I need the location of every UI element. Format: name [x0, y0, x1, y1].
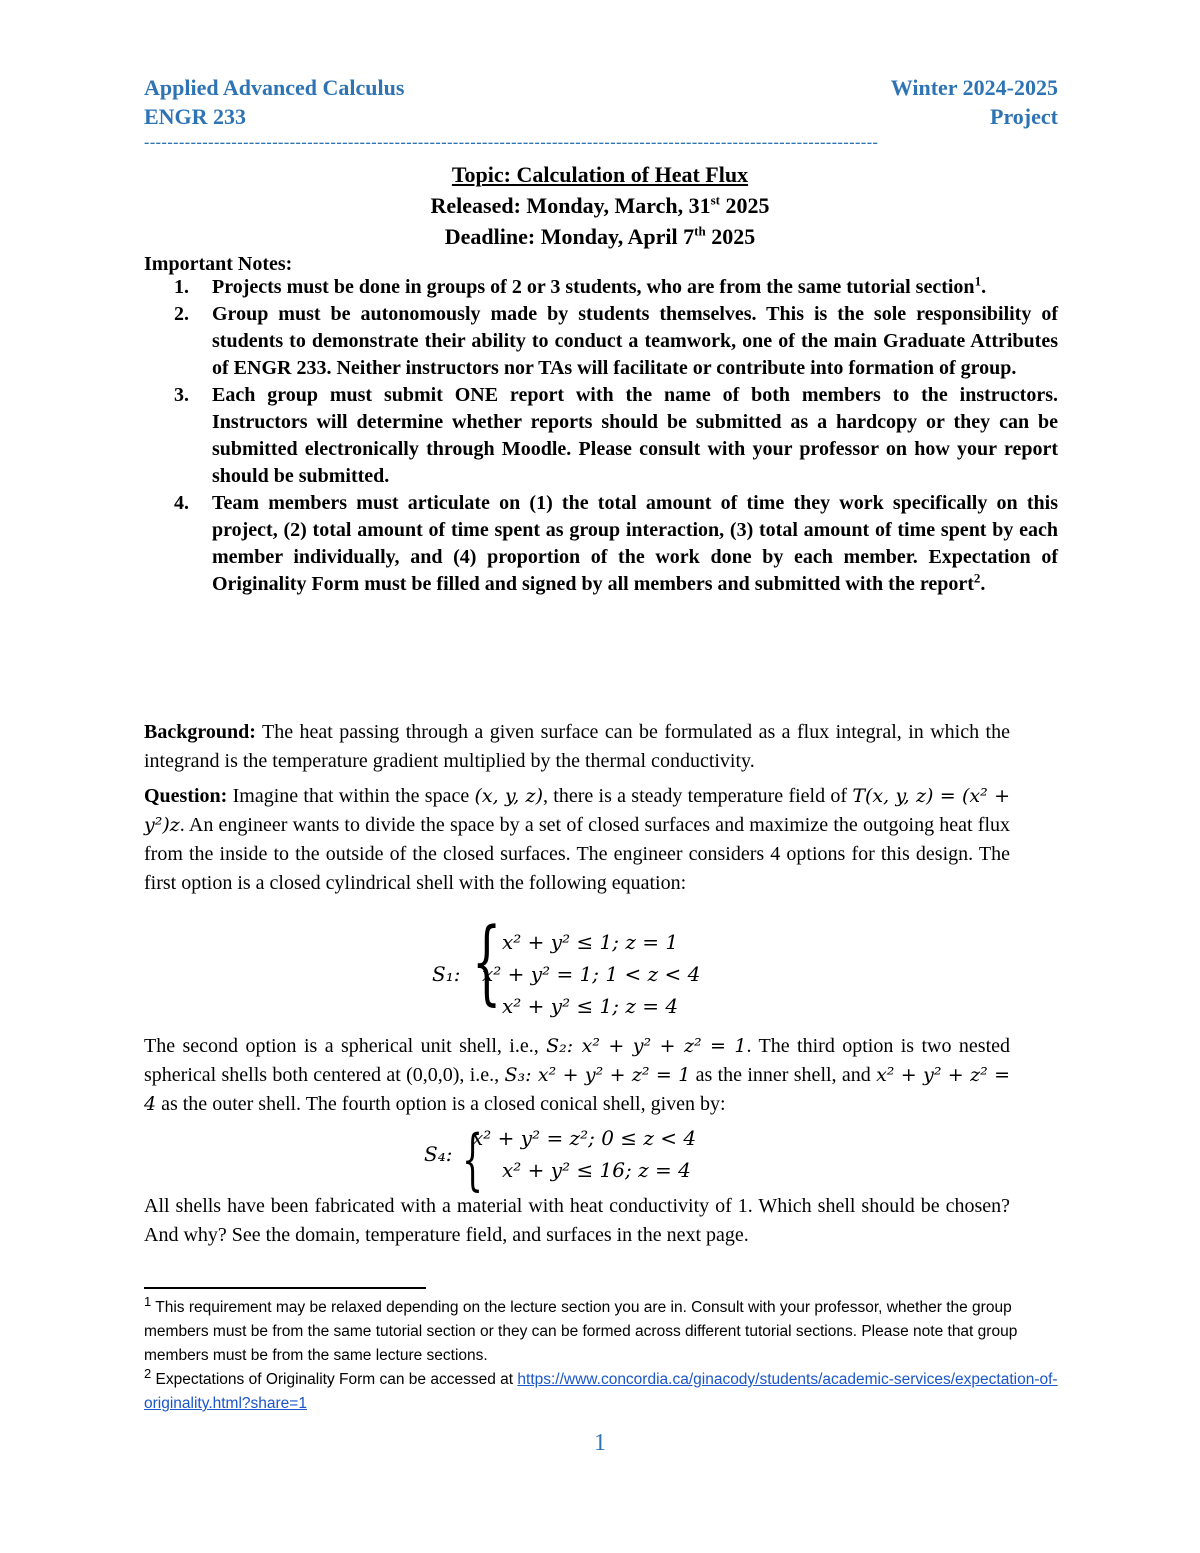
notes-list	[144, 274, 1058, 598]
header-left	[144, 73, 404, 131]
note-item: 4. Team members must articulate on (1) the total amount of time they work specifically on this project, (2) total amount of time spent as group interaction, (3) total amount of time spent by each member individually, and (4) proportion of the work done by each member. Expectation of Originality Form must be filled and signed by all members and submitted with the report$^2$.	[174, 492, 1058, 595]
footnote-1: $^1$ This requirement may be relaxed depending on the lecture section you are in. Consult with your professor, whether the group members must be from the same tutorial section or they can be formed across different tutorial sections. Please note that group members must be from the same lecture sections.	[144, 1293, 1018, 1364]
footnotes	[144, 1293, 1058, 1416]
header-right	[891, 73, 1058, 131]
background-paragraph: Background: The heat passing through a given surface can be formulated as a flux integral, in which the integrand is the temperature gradient multiplied by the thermal conductivity.	[144, 721, 1010, 772]
deadline-date: Deadline: Monday, April 7th 2025	[444, 223, 756, 249]
options-paragraph: The second option is a spherical unit shell, i.e., S₂: x² + y² + z² = 1. The third option is two nested spherical shells both centered at (0,0,0), i.e., S₃: x² + y² + z² = 1 as the inner shell, and x² + y² + z² = 4 as the outer shell. The fourth option is a closed conical shell, given by:	[144, 1035, 1011, 1115]
note-item: 3. Each group must submit ONE report with the name of both members to the instructors. Instructors will determine whether reports should be submitted as a hardcopy or they can be submitted electronically through Moodle. Please consult with your professor on how your report should be submitted.	[174, 384, 1058, 487]
term: Winter 2024-2025	[890, 75, 1058, 100]
s4-equation-system: S₄: { x² + y² = z²; 0 ≤ z < 4 x² + y² ≤ 16; z = 4	[424, 1121, 697, 1198]
originality-form-link[interactable]: https://www.concordia.ca/ginacody/students/academic-services/expectation-of-originality.html?share=1	[144, 1371, 1058, 1412]
course-code: ENGR 233	[144, 104, 247, 129]
doc-type: Project	[990, 104, 1058, 129]
note-item: 1. Projects must be done in groups of 2 or 3 students, who are from the same tutorial section$^1$.	[174, 273, 987, 298]
conclusion-paragraph: All shells have been fabricated with a material with heat conductivity of 1. Which shell should be chosen? And why? See the domain, temperature field, and surfaces in the next page.	[144, 1195, 1010, 1246]
note-item: 2. Group must be autonomously made by students themselves. This is the sole responsibility of students to demonstrate their ability to conduct a teamwork, one of the main Graduate Attributes of ENGR 233. Neither instructors nor TAs will facilitate or contribute into formation of group.	[174, 303, 1058, 379]
s1-equation-system: S₁: { x² + y² ≤ 1; z = 1 x² + y² = 1; 1 < z < 4 x² + y² ≤ 1; z = 4	[432, 908, 701, 1018]
course-title: Applied Advanced Calculus	[144, 75, 405, 100]
header-divider: ------------------------------------------------------------------------------------------------------------------------------	[144, 134, 879, 151]
release-date: Released: Monday, March, 31st 2025	[430, 192, 770, 218]
footnote-divider	[144, 1287, 426, 1289]
page-number: 1	[594, 1430, 606, 1456]
question-paragraph: Question: Imagine that within the space (x, y, z), there is a steady temperature field of T(x, y, z) = (x² + y²)z. An engineer wants to divide the space by a set of closed surfaces and maximize the outgoing heat flux from the inside to the outside of the closed surfaces. The engineer considers 4 options for this design. The first option is a closed cylindrical shell with the following equation:	[144, 785, 1011, 894]
footnote-2: $^2$ Expectations of Originality Form can be accessed at https://www.concordia.ca/ginacody/students/academic-services/expectation-of-originality.html?share=1	[144, 1365, 1058, 1412]
topic-title: Topic: Calculation of Heat Flux	[451, 162, 749, 187]
notes-heading: Important Notes:	[144, 253, 293, 275]
